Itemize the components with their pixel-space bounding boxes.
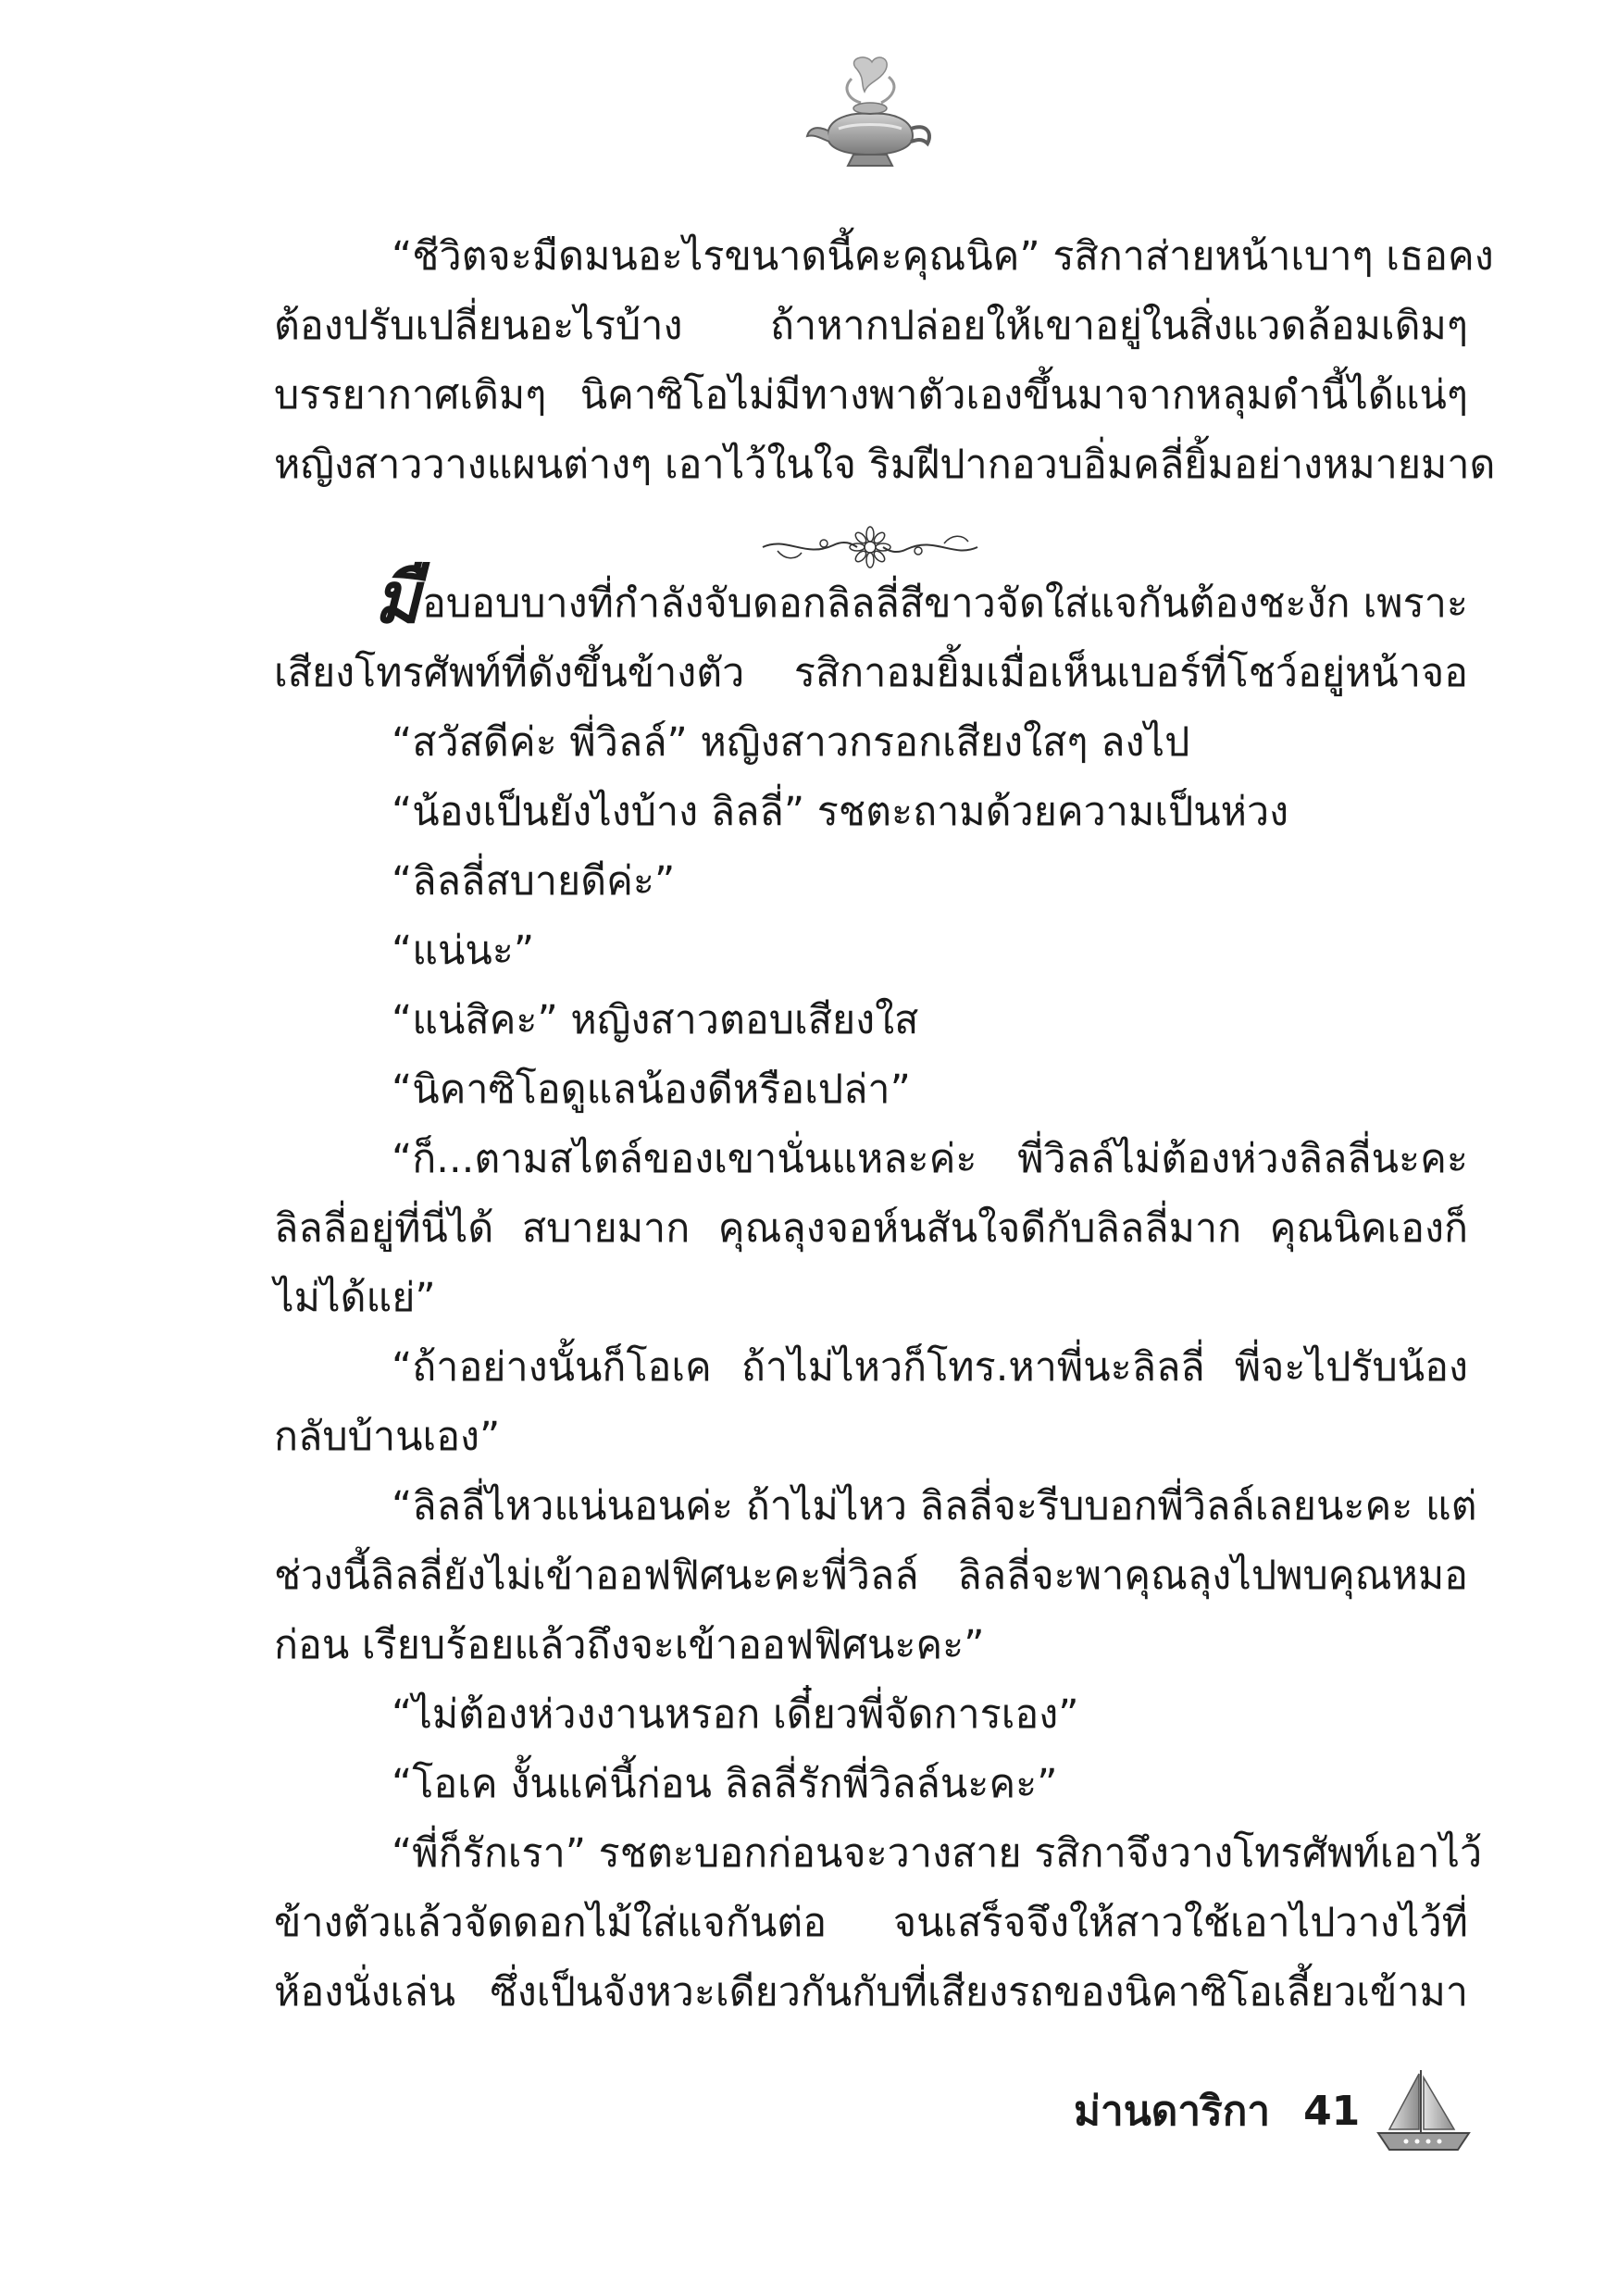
paragraph-line: “ลิลลี่สบายดีค่ะ”: [392, 858, 676, 905]
paragraph-line: เสียงโทรศัพท์ที่ดังขึ้นข้างตัว รสิกาอมยิ้มเมื่อเห็นเบอร์ที่โชว์อยู่หน้าจอ: [274, 650, 1468, 696]
page-footer: [1074, 2069, 1475, 2152]
dropcap-line: [274, 556, 1468, 639]
paragraph-line: “นิคาซิโอดูแลน้องดีหรือเปล่า”: [392, 1067, 911, 1113]
dropcap: มื: [374, 556, 421, 639]
paragraph-line: หญิงสาววางแผนต่างๆ เอาไว้ในใจ ริมฝีปากอวบอิ่มคลี่ยิ้มอย่างหมายมาด: [274, 442, 1496, 488]
page-number: 41: [1303, 2087, 1361, 2135]
paragraph-line: “ชีวิตจะมืดมนอะไรขนาดนี้คะคุณนิค” รสิกาส่ายหน้าเบาๆ เธอคง: [392, 233, 1494, 280]
paragraph-line: “ไม่ต้องห่วงงานหรอก เดี๋ยวพี่จัดการเอง”: [392, 1691, 1079, 1738]
paragraph-line: ลิลลี่อยู่ที่นี่ได้ สบายมาก คุณลุงจอห์นสันใจดีกับลิลลี่มาก คุณนิคเองก็: [274, 1205, 1468, 1252]
sailboat-icon: [1373, 2065, 1475, 2157]
paragraph-line: ก่อน เรียบร้อยแล้วถึงจะเข้าออฟฟิศนะคะ”: [274, 1622, 985, 1668]
paragraph-line: ไม่ได้แย่”: [274, 1275, 436, 1321]
paragraph-line: “ถ้าอย่างนั้นก็โอเค ถ้าไม่ไหวก็โทร.หาพี่นะลิลลี่ พี่จะไปรับน้อง: [392, 1344, 1468, 1391]
paragraph-line: “น้องเป็นยังไงบ้าง ลิลลี่” รชตะถามด้วยความเป็นห่วง: [392, 789, 1289, 835]
paragraph-line: ช่วงนี้ลิลลี่ยังไม่เข้าออฟฟิศนะคะพี่วิลล์ ลิลลี่จะพาคุณลุงไปพบคุณหมอ: [274, 1553, 1468, 1599]
paragraph-line: “แน่นะ”: [392, 928, 535, 974]
floral-divider-icon: [759, 523, 981, 571]
paragraph-line: บรรยากาศเดิมๆ นิคาซิโอไม่มีทางพาตัวเองขึ้นมาจากหลุมดำนี้ได้แน่ๆ: [274, 372, 1468, 418]
paragraph-line: “ก็...ตามสไตล์ของเขานั่นแหละค่ะ พี่วิลล์ไม่ต้องห่วงลิลลี่นะคะ: [392, 1136, 1468, 1182]
body-text: [274, 222, 1496, 2028]
paragraph-line: ข้างตัวแล้วจัดดอกไม้ใส่แจกันต่อ จนเสร็จจึงให้สาวใช้เอาไปวางไว้ที่: [274, 1900, 1468, 1946]
genie-lamp-icon: [800, 51, 939, 190]
paragraph-line: “ลิลลี่ไหวแน่นอนค่ะ ถ้าไม่ไหว ลิลลี่จะรีบบอกพี่วิลล์เลยนะคะ แต่: [392, 1483, 1477, 1529]
book-title: ม่านดาริกา: [1074, 2088, 1271, 2135]
paragraph-line: “แน่สิคะ” หญิงสาวตอบเสียงใส: [392, 997, 919, 1043]
paragraph-line: ห้องนั่งเล่น ซึ่งเป็นจังหวะเดียวกันกับที่เสียงรถของนิคาซิโอเลี้ยวเข้ามา: [274, 1969, 1468, 2015]
paragraph-line: อบอบบางที่กำลังจับดอกลิลลี่สีขาวจัดใส่แจกันต้องชะงัก เพราะ: [422, 580, 1468, 627]
paragraph-line: ต้องปรับเปลี่ยนอะไรบ้าง ถ้าหากปล่อยให้เขาอยู่ในสิ่งแวดล้อมเดิมๆ: [274, 303, 1468, 349]
paragraph-line: “โอเค งั้นแค่นี้ก่อน ลิลลี่รักพี่วิลล์นะคะ”: [392, 1761, 1058, 1807]
paragraph-line: “พี่ก็รักเรา” รชตะบอกก่อนจะวางสาย รสิกาจึงวางโทรศัพท์เอาไว้: [392, 1830, 1483, 1877]
paragraph-line: กลับบ้านเอง”: [274, 1414, 501, 1460]
paragraph-line: “สวัสดีค่ะ พี่วิลล์” หญิงสาวกรอกเสียงใสๆ ลงไป: [392, 719, 1190, 766]
